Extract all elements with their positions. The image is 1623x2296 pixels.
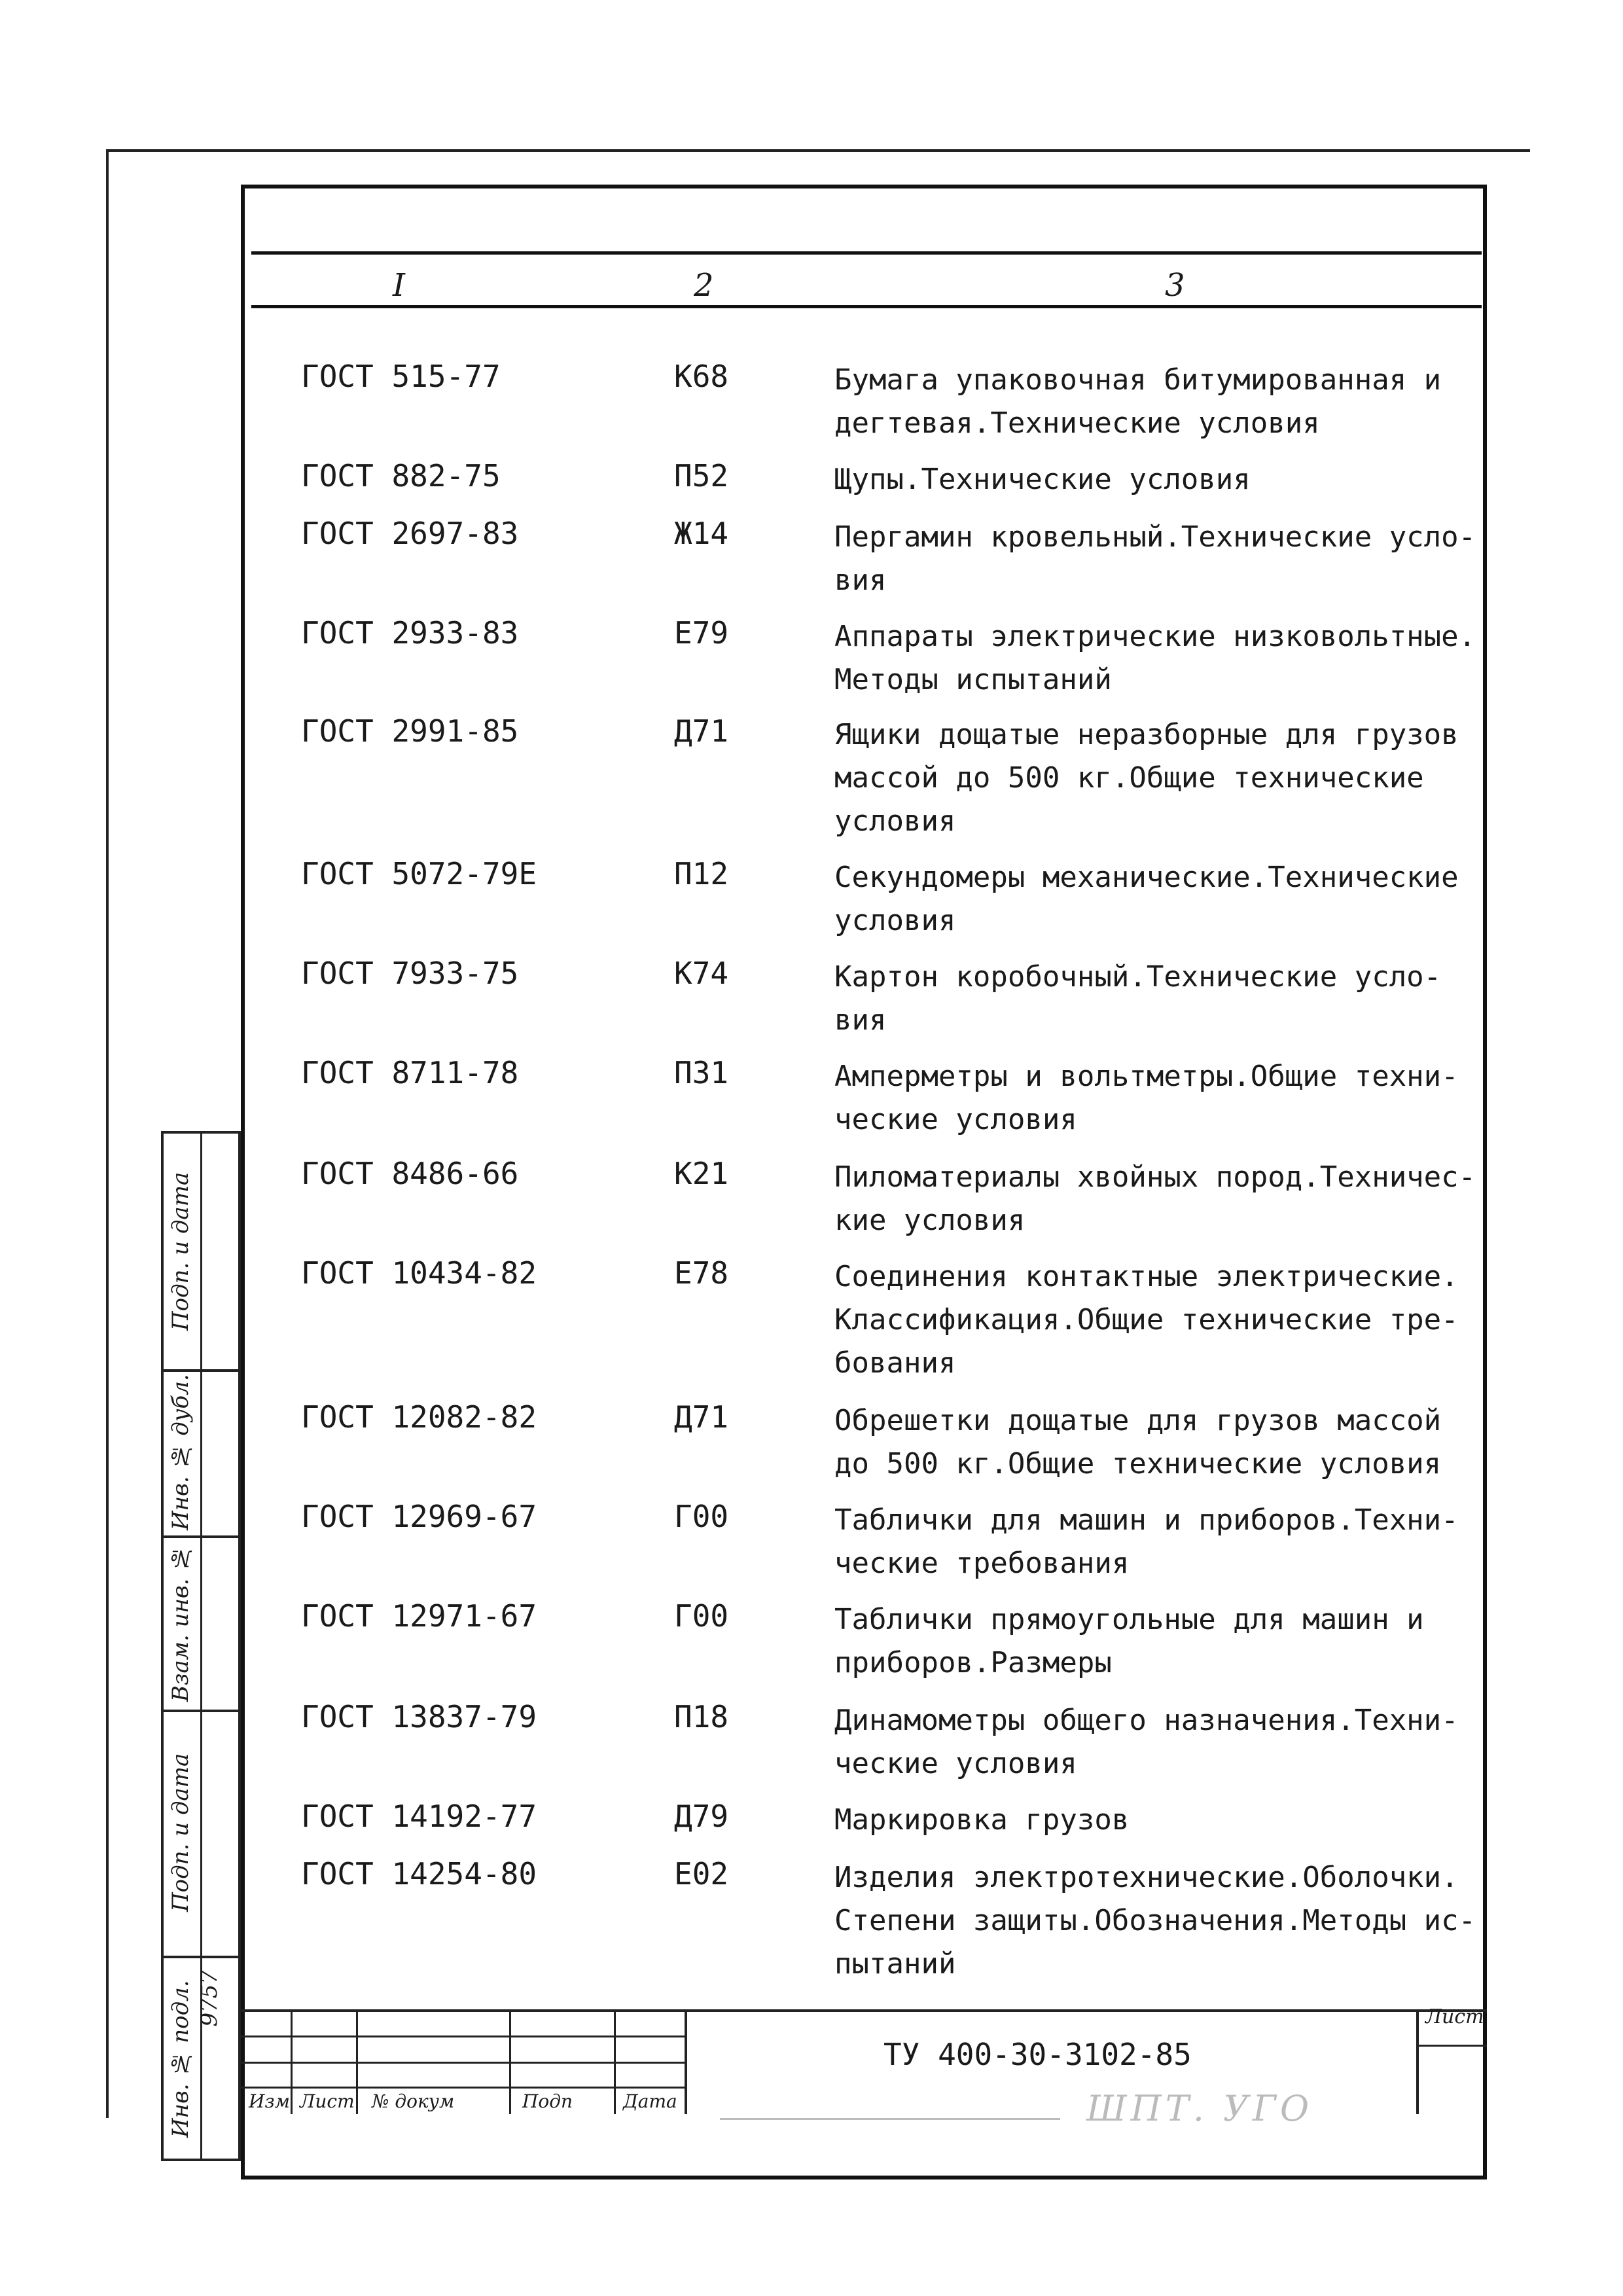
strip-label-sign-date-2: Подп. и дата	[168, 1753, 194, 1912]
tb-sheet-rule	[1416, 2045, 1487, 2047]
tb-col-rule	[509, 2009, 511, 2114]
classifier-code: Е79	[674, 615, 729, 651]
standard-title: Пиломатериалы хвойных пород.Техничес- кие условия	[834, 1160, 1476, 1237]
column-header-1: I	[393, 267, 405, 304]
classifier-code: Г00	[674, 1499, 729, 1534]
strip-label-sign-date: Подп. и дата	[168, 1172, 194, 1331]
standard-number: ГОСТ 8711-78	[301, 1055, 519, 1090]
standard-title: Обрешетки дощатые для грузов массой до 500 кг.Общие технические условия	[834, 1404, 1442, 1480]
standard-title: Бумага упаковочная битумированная и дегтевая.Технические условия	[834, 363, 1442, 440]
strip-label-replace-inv: Взам. инв. №	[168, 1545, 194, 1702]
header-top-rule	[251, 251, 1482, 255]
tb-col-rule	[1416, 2009, 1419, 2114]
classifier-code: Ж14	[674, 516, 729, 551]
standard-title: Таблички прямоугольные для машин и приборов.Размеры	[834, 1603, 1424, 1679]
document-number: ТУ 400-30-3102-85	[883, 2037, 1192, 2072]
classifier-code: К74	[674, 956, 729, 991]
standard-number: ГОСТ 12971-67	[301, 1598, 537, 1634]
sheet-label: Лист	[1425, 2005, 1484, 2028]
standard-title: Соединения контактные электрические. Классификация.Общие технические тре- бования	[834, 1260, 1459, 1380]
tb-col-rule	[356, 2009, 358, 2114]
standard-number: ГОСТ 2697-83	[301, 516, 519, 551]
classifier-code: Е78	[674, 1255, 729, 1291]
strip-label-dup-inv: Инв. № дубл.	[168, 1374, 194, 1530]
standard-title: Пергамин кровельный.Технические усло- вия	[834, 520, 1476, 597]
tb-top-rule	[241, 2009, 1487, 2012]
standard-title: Амперметры и вольтметры.Общие техни- ческие условия	[834, 1060, 1459, 1136]
classifier-code: Д79	[674, 1799, 729, 1834]
strip-divider	[164, 1535, 238, 1538]
classifier-code: Е02	[674, 1856, 729, 1892]
tb-row-rule	[241, 2087, 686, 2089]
strip-label-orig-inv: Инв. № подл.	[168, 1980, 194, 2138]
standard-number: ГОСТ 14192-77	[301, 1799, 537, 1834]
standard-number: ГОСТ 5072-79Е	[301, 856, 537, 891]
classifier-code: К68	[674, 359, 729, 394]
standard-number: ГОСТ 515-77	[301, 359, 501, 394]
standard-title: Маркировка грузов	[834, 1803, 1130, 1837]
classifier-code: П31	[674, 1055, 729, 1090]
classifier-code: Д71	[674, 713, 729, 749]
strip-divider	[164, 1710, 238, 1712]
standard-title: Аппараты электрические низковольтные. Методы испытаний	[834, 620, 1476, 696]
standard-number: ГОСТ 7933-75	[301, 956, 519, 991]
strip-divider	[164, 1369, 238, 1372]
strip-divider	[164, 1956, 238, 1958]
caption-date: Дата	[623, 2090, 677, 2112]
classifier-code: К21	[674, 1156, 729, 1191]
caption-change: Изм	[249, 2090, 290, 2112]
scan-artifact-line	[720, 2118, 1060, 2120]
classifier-code: Г00	[674, 1598, 729, 1634]
header-bottom-rule	[251, 305, 1482, 308]
column-header-3: 3	[1165, 267, 1185, 304]
classifier-code: П12	[674, 856, 729, 891]
classifier-code: П18	[674, 1699, 729, 1734]
standard-number: ГОСТ 2933-83	[301, 615, 519, 651]
standard-number: ГОСТ 14254-80	[301, 1856, 537, 1892]
column-header-2: 2	[694, 267, 714, 304]
standard-number: ГОСТ 12969-67	[301, 1499, 537, 1534]
tb-col-rule	[614, 2009, 616, 2114]
standard-number: ГОСТ 12082-82	[301, 1399, 537, 1435]
classifier-code: П52	[674, 458, 729, 493]
standard-title: Изделия электротехнические.Оболочки. Степени защиты.Обозначения.Методы ис- пытаний	[834, 1861, 1476, 1981]
standard-number: ГОСТ 10434-82	[301, 1255, 537, 1291]
classifier-code: Д71	[674, 1399, 729, 1435]
standard-number: ГОСТ 2991-85	[301, 713, 519, 749]
scan-artifact-text: ШПТ. УГО	[1086, 2088, 1313, 2129]
standard-number: ГОСТ 882-75	[301, 458, 501, 493]
standard-number: ГОСТ 13837-79	[301, 1699, 537, 1734]
standard-title: Картон коробочный.Технические усло- вия	[834, 960, 1442, 1037]
standard-title: Ящики дощатые неразборные для грузов массой до 500 кг.Общие технические условия	[834, 718, 1459, 838]
tb-row-rule	[241, 2036, 686, 2037]
tb-row-rule	[241, 2062, 686, 2064]
caption-signature: Подп	[522, 2090, 573, 2112]
standard-number: ГОСТ 8486-66	[301, 1156, 519, 1191]
tb-col-rule	[685, 2009, 687, 2114]
standard-title: Секундомеры механические.Технические условия	[834, 861, 1459, 937]
caption-sheet: Лист	[300, 2090, 355, 2112]
caption-doc-no: № докум	[372, 2090, 455, 2112]
tb-col-rule	[291, 2009, 293, 2114]
standard-title: Щупы.Технические условия	[834, 463, 1251, 496]
inventory-number: 9757	[196, 1970, 223, 2027]
standard-title: Динамометры общего назначения.Техни- ческие условия	[834, 1704, 1459, 1780]
standard-title: Таблички для машин и приборов.Техни- ческие требования	[834, 1503, 1459, 1580]
